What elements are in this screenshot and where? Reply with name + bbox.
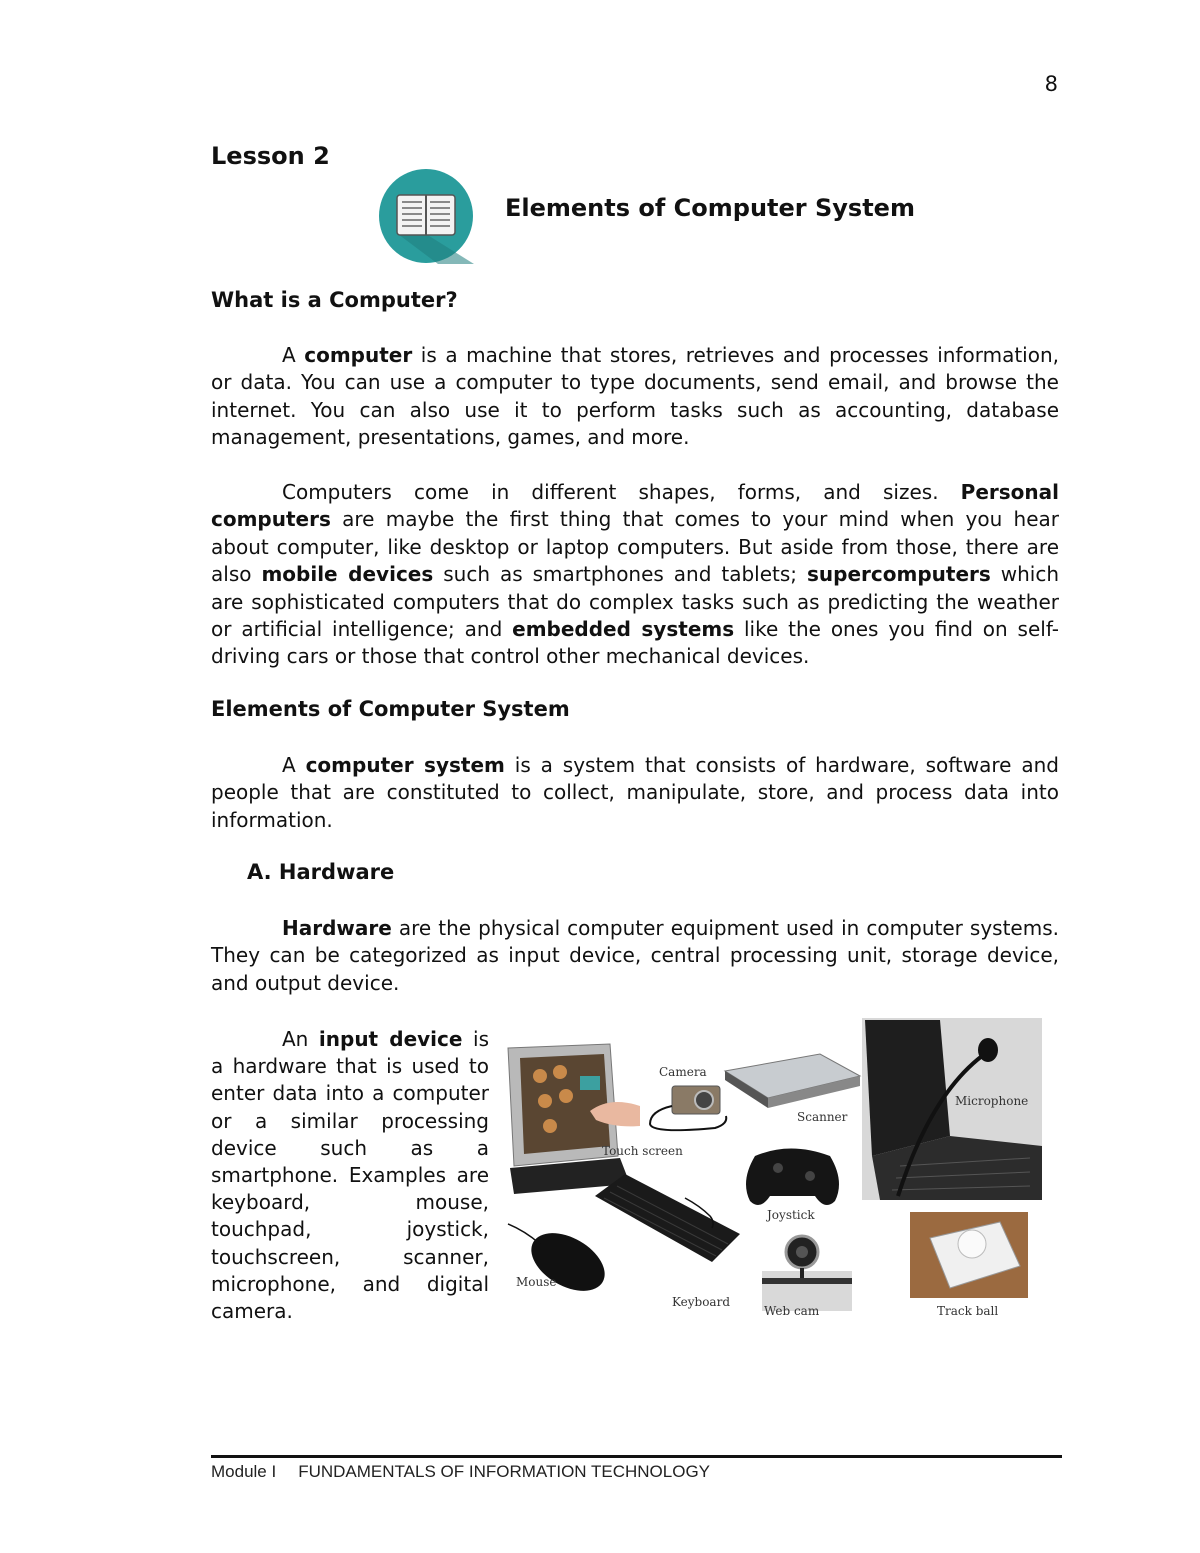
footer-course: FUNDAMENTALS OF INFORMATION TECHNOLOGY bbox=[298, 1462, 711, 1481]
footer-rule bbox=[211, 1455, 1062, 1458]
paragraph-computer-types: Computers come in different shapes, forms, and sizes. Personal computers are maybe the first thing that comes to your mind when you hear about computer, like desktop or laptop computers. But aside from those, there are also mobile devices such as smartphones and tablets; supercomputers which are sophisticated computers that do complex tasks such as predicting the weather or artificial intelligence; and embedded systems like the ones you find on self-driving cars or those that control other mechanical devices. bbox=[211, 480, 1060, 669]
keyboard-image bbox=[595, 1174, 740, 1262]
lesson-label: Lesson 2 bbox=[211, 142, 330, 170]
paragraph-input-device: An input device is a hardware that is used to enter data into a computer or a similar processing device such as a smartphone. Examples are keyboard, mouse, touchpad, joystick, touchscreen, scanner, microphone, and digital camera. bbox=[211, 1027, 489, 1324]
web-cam-image bbox=[762, 1236, 852, 1311]
input-devices-figure bbox=[500, 1016, 1060, 1326]
caption-scanner: Scanner bbox=[797, 1110, 848, 1124]
caption-track-ball: Track ball bbox=[937, 1304, 999, 1318]
heading-elements: Elements of Computer System bbox=[211, 697, 570, 721]
paragraph-hardware: Hardware are the physical computer equipment used in computer systems. They can be categorized as input device, central processing unit, storage device, and output device. bbox=[211, 916, 1059, 995]
caption-web-cam: Web cam bbox=[764, 1304, 820, 1318]
open-book-icon bbox=[378, 168, 474, 264]
page-footer bbox=[211, 1462, 732, 1482]
caption-touch-screen: Touch screen bbox=[602, 1144, 683, 1158]
caption-joystick: Joystick bbox=[767, 1208, 815, 1222]
microphone-image bbox=[862, 1018, 1042, 1200]
caption-mouse: Mouse bbox=[516, 1275, 557, 1289]
paragraph-computer-definition: A computer is a machine that stores, retrieves and processes information, or data. You can use a computer to type documents, send email, and browse the internet. You can also use it to perform tasks such as accounting, database management, presentations, games, and more. bbox=[211, 343, 1059, 450]
caption-keyboard: Keyboard bbox=[672, 1295, 731, 1309]
heading-what-is-computer: What is a Computer? bbox=[211, 288, 458, 312]
mouse-image bbox=[508, 1221, 615, 1303]
joystick-image bbox=[746, 1149, 839, 1206]
touch-screen-image bbox=[508, 1044, 640, 1194]
camera-image bbox=[650, 1086, 726, 1130]
document-title: Elements of Computer System bbox=[505, 194, 915, 222]
caption-camera: Camera bbox=[659, 1065, 707, 1079]
track-ball-image bbox=[910, 1212, 1028, 1298]
paragraph-computer-system: A computer system is a system that consists of hardware, software and people that are constituted to collect, manipulate, store, and process data into information. bbox=[211, 753, 1059, 832]
scanner-image bbox=[725, 1054, 860, 1108]
heading-hardware: A. Hardware bbox=[247, 860, 395, 884]
caption-microphone: Microphone bbox=[955, 1094, 1029, 1108]
footer-module: Module I bbox=[211, 1462, 277, 1481]
page-number: 8 bbox=[1044, 72, 1058, 96]
